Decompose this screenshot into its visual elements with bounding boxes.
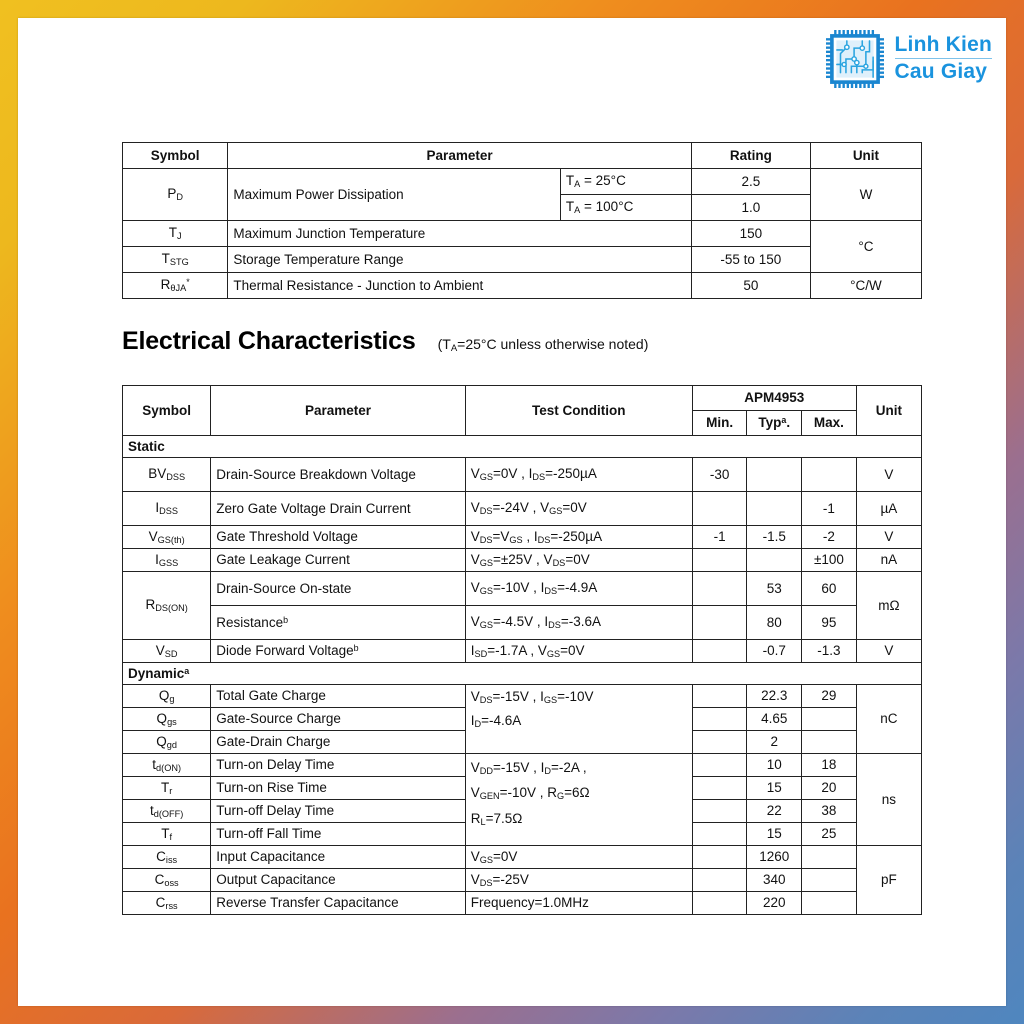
row-unit: nA [856, 549, 921, 572]
col-parameter: Parameter [228, 143, 691, 169]
row-symbol: $BV_{DSS}$ [123, 458, 211, 492]
row-min [692, 606, 747, 640]
row-max: 25 [802, 823, 857, 846]
table-row [123, 640, 922, 663]
row-parameter: Gate Threshold Voltage [211, 526, 465, 549]
row-unit: nC [856, 685, 921, 754]
ic-chip-icon [826, 30, 884, 88]
row-condition: $T_A = 25^\circ C$ [560, 169, 691, 195]
row-symbol: $P_D$ [123, 169, 228, 221]
row-parameter: Maximum Junction Temperature [228, 221, 691, 247]
row-symbol: $I_{GSS}$ [123, 549, 211, 572]
row-symbol: $R_{DS(ON)}$ [123, 572, 211, 640]
section-header-static [123, 436, 922, 458]
row-symbol: $V_{SD}$ [123, 640, 211, 663]
row-unit: V [856, 526, 921, 549]
col-symbol: Symbol [123, 386, 211, 436]
table-row [123, 221, 922, 247]
row-unit: pF [856, 846, 921, 915]
row-condition: $V_{GS}=-4.5V$ , $I_{DS}=-3.6A$ [465, 606, 692, 640]
row-symbol: $Q_g$ [123, 685, 211, 708]
row-min [692, 549, 747, 572]
row-max [802, 731, 857, 754]
table-row [123, 754, 922, 777]
row-parameter: Thermal Resistance - Junction to Ambient [228, 273, 691, 299]
table-row [123, 869, 922, 892]
table-row [123, 273, 922, 299]
row-max [802, 869, 857, 892]
row-unit: V [856, 458, 921, 492]
brand-line-2: Cau Giay [894, 60, 988, 83]
row-typ: 22 [747, 800, 802, 823]
row-parameter: Turn-on Rise Time [211, 777, 465, 800]
row-min [692, 777, 747, 800]
row-condition: $V_{DS}=V_{GS}$ , $I_{DS}=-250\mu A$ [465, 526, 692, 549]
row-typ: 15 [747, 823, 802, 846]
row-rating: 2.5 [691, 169, 810, 195]
row-min [692, 731, 747, 754]
table-row [123, 572, 922, 606]
row-symbol: $C_{iss}$ [123, 846, 211, 869]
row-max: 18 [802, 754, 857, 777]
row-typ: 15 [747, 777, 802, 800]
table-row [123, 685, 922, 708]
row-max: 38 [802, 800, 857, 823]
row-min [692, 869, 747, 892]
col-parameter: Parameter [211, 386, 465, 436]
row-symbol: $C_{rss}$ [123, 892, 211, 915]
row-typ: -1.5 [747, 526, 802, 549]
row-symbol: $Q_{gs}$ [123, 708, 211, 731]
row-typ [747, 492, 802, 526]
row-max: 60 [802, 572, 857, 606]
brand-wordmark [895, 34, 992, 83]
row-typ: 1260 [747, 846, 802, 869]
section-label: Dynamic$^a$ [123, 663, 922, 685]
row-parameter: Turn-off Delay Time [211, 800, 465, 823]
row-min [692, 846, 747, 869]
row-symbol: $t_{d(OFF)}$ [123, 800, 211, 823]
row-typ [747, 549, 802, 572]
row-typ: 2 [747, 731, 802, 754]
row-max [802, 708, 857, 731]
row-typ: 80 [747, 606, 802, 640]
col-symbol: Symbol [123, 143, 228, 169]
row-parameter: Zero Gate Voltage Drain Current [211, 492, 465, 526]
row-min [692, 572, 747, 606]
row-symbol: $R_{\theta JA}^*$ [123, 273, 228, 299]
row-parameter: Storage Temperature Range [228, 247, 691, 273]
row-typ [747, 458, 802, 492]
col-test-condition: Test Condition [465, 386, 692, 436]
row-max [802, 458, 857, 492]
row-parameter: Gate-Source Charge [211, 708, 465, 731]
row-typ: -0.7 [747, 640, 802, 663]
row-parameter: Output Capacitance [211, 869, 465, 892]
table-row [123, 492, 922, 526]
table-header-row [123, 386, 922, 411]
col-typ: Typ$^a$. [747, 411, 802, 436]
row-min [692, 640, 747, 663]
row-parameter: Gate Leakage Current [211, 549, 465, 572]
row-unit: °C [810, 221, 921, 273]
row-typ: 340 [747, 869, 802, 892]
row-condition: $V_{DS}=-24V$ , $V_{GS}=0V$ [465, 492, 692, 526]
brand-logo [826, 30, 992, 88]
datasheet-page [18, 18, 1006, 1006]
row-condition: $V_{GS}=0V$ [465, 846, 692, 869]
section-title: Electrical Characteristics [122, 327, 416, 355]
row-condition: $V_{GS}=0V$ , $I_{DS}=-250\mu A$ [465, 458, 692, 492]
row-parameter: Total Gate Charge [211, 685, 465, 708]
row-max: 95 [802, 606, 857, 640]
row-parameter: Reverse Transfer Capacitance [211, 892, 465, 915]
section-label: Static [123, 436, 922, 458]
table-row [123, 892, 922, 915]
row-symbol: $I_{DSS}$ [123, 492, 211, 526]
row-condition: $T_A = 100^\circ C$ [560, 195, 691, 221]
row-typ: 220 [747, 892, 802, 915]
row-unit: ns [856, 754, 921, 846]
row-max: 20 [802, 777, 857, 800]
row-symbol: $Q_{gd}$ [123, 731, 211, 754]
row-symbol: $T_J$ [123, 221, 228, 247]
row-symbol: $C_{oss}$ [123, 869, 211, 892]
row-parameter: Input Capacitance [211, 846, 465, 869]
table-row [123, 606, 922, 640]
row-min [692, 892, 747, 915]
row-max: ±100 [802, 549, 857, 572]
col-rating: Rating [691, 143, 810, 169]
row-condition: $I_{SD}=-1.7A$ , $V_{GS}=0V$ [465, 640, 692, 663]
row-rating: 50 [691, 273, 810, 299]
row-max: 29 [802, 685, 857, 708]
section-note: ($T_A=25^\circ C$ unless otherwise noted) [437, 336, 649, 355]
col-unit: Unit [856, 386, 921, 436]
row-max: -1.3 [802, 640, 857, 663]
row-parameter: Turn-off Fall Time [211, 823, 465, 846]
row-min [692, 823, 747, 846]
row-min [692, 754, 747, 777]
row-condition: Frequency=1.0MHz [465, 892, 692, 915]
row-typ: 4.65 [747, 708, 802, 731]
row-symbol: $T_f$ [123, 823, 211, 846]
table-row [123, 169, 922, 195]
row-unit: mΩ [856, 572, 921, 640]
row-unit: °C/W [810, 273, 921, 299]
row-min [692, 685, 747, 708]
maximum-ratings-table [122, 142, 922, 299]
electrical-characteristics-table [122, 385, 922, 915]
col-max: Max. [802, 411, 857, 436]
row-max: -2 [802, 526, 857, 549]
row-condition: $V_{DS}=-25V$ [465, 869, 692, 892]
row-rating: 150 [691, 221, 810, 247]
section-header-dynamic [123, 663, 922, 685]
row-max [802, 846, 857, 869]
row-parameter: Maximum Power Dissipation [228, 169, 561, 221]
row-unit: W [810, 169, 921, 221]
table-row [123, 458, 922, 492]
row-unit: µA [856, 492, 921, 526]
row-symbol: $T_r$ [123, 777, 211, 800]
col-unit: Unit [810, 143, 921, 169]
row-parameter: Gate-Drain Charge [211, 731, 465, 754]
row-parameter: Drain-Source Breakdown Voltage [211, 458, 465, 492]
electrical-characteristics-heading [122, 327, 648, 356]
row-symbol: $V_{GS(th)}$ [123, 526, 211, 549]
row-condition: $V_{GS}=-10V$ , $I_{DS}=-4.9A$ [465, 572, 692, 606]
row-min [692, 708, 747, 731]
row-symbol: $t_{d(ON)}$ [123, 754, 211, 777]
row-parameter: Resistance$^b$ [211, 606, 465, 640]
row-max [802, 892, 857, 915]
col-min: Min. [692, 411, 747, 436]
brand-line-1: Linh Kien [895, 34, 992, 59]
row-parameter: Turn-on Delay Time [211, 754, 465, 777]
row-condition: $V_{DS}=-15V$ , $I_{GS}=-10V$ $I_D=-4.6A$ [465, 685, 692, 754]
row-condition: $V_{GS}=\pm 25V$ , $V_{DS}=0V$ [465, 549, 692, 572]
table-row [123, 526, 922, 549]
col-part-number: APM4953 [692, 386, 856, 411]
table-header-row [123, 143, 922, 169]
row-typ: 22.3 [747, 685, 802, 708]
row-symbol: $T_{STG}$ [123, 247, 228, 273]
row-parameter: Diode Forward Voltage$^b$ [211, 640, 465, 663]
row-rating: -55 to 150 [691, 247, 810, 273]
row-parameter: Drain-Source On-state [211, 572, 465, 606]
row-condition: $V_{DD}=-15V$ , $I_D=-2A$ , $V_{GEN}=-10V$ , $R_G=6\Omega$ $R_L=7.5\Omega$ [465, 754, 692, 846]
row-min: -30 [692, 458, 747, 492]
row-min [692, 492, 747, 526]
table-row [123, 549, 922, 572]
row-typ: 10 [747, 754, 802, 777]
row-min: -1 [692, 526, 747, 549]
row-rating: 1.0 [691, 195, 810, 221]
table-row [123, 846, 922, 869]
row-max: -1 [802, 492, 857, 526]
row-unit: V [856, 640, 921, 663]
row-min [692, 800, 747, 823]
table-row [123, 247, 922, 273]
row-typ: 53 [747, 572, 802, 606]
